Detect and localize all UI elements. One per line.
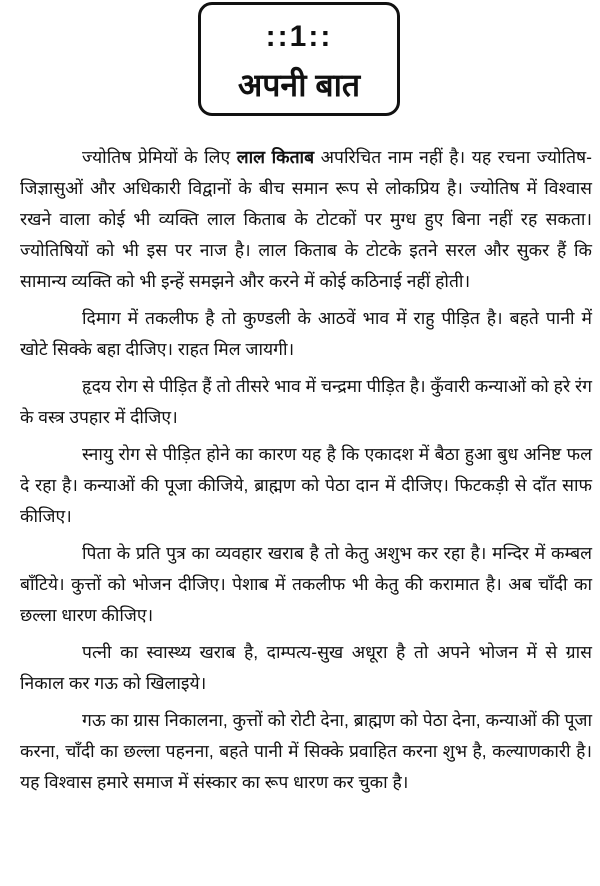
chapter-number: ::1::: [265, 20, 333, 53]
paragraph: [20, 142, 592, 297]
book-title-bold: लाल किताब: [236, 147, 315, 167]
paragraph: हृदय रोग से पीड़ित हैं तो तीसरे भाव में चन्द्रमा पीड़ित है। कुँवारी कन्याओं को हरे रंग के वस्त्र उपहार में दीजिए।: [20, 376, 592, 427]
paragraph: गऊ का ग्रास निकालना, कुत्तों को रोटी देना, ब्राह्मण को पेठा देना, कन्याओं की पूजा करना, चाँदी का छल्ला पहनना, बहते पानी में सिक्के प्रवाहित करना शुभ है, कल्याणकारी है। यह विश्वास हमारे समाज में संस्कार का रूप धारण कर चुका है।: [20, 710, 592, 792]
text-segment: अपरिचित नाम नहीं है। यह रचना ज्योतिष-जिज्ञासुओं और अधिकारी विद्वानों के बीच समान रूप से लोकप्रिय है। ज्योतिष में विश्वास रखने वाला कोई भी व्यक्ति लाल किताब के टोटकों पर मुग्ध हुए बिना नहीं रह सकता। ज्योतिषियों को भी इस पर नाज है। लाल किताब के टोटके इतने सरल और सुकर हैं कि सामान्य व्यक्ति को भी इन्हें समझने और करने में कोई कठिनाई नहीं होती।: [20, 147, 592, 291]
chapter-heading: अपनी बात: [237, 67, 361, 103]
paragraph: पिता के प्रति पुत्र का व्यवहार खराब है तो केतु अशुभ कर रहा है। मन्दिर में कम्बल बाँटिये। कुत्तों को भोजन दीजिए। पेशाब में तकलीफ भी केतु की करामात है। अब चाँदी का छल्ला धारण कीजिए।: [20, 543, 592, 625]
chapter-title-box: [198, 2, 400, 116]
paragraph: स्नायु रोग से पीड़ित होने का कारण यह है कि एकादश में बैठा हुआ बुध अनिष्ट फल दे रहा है। कन्याओं की पूजा कीजिये, ब्राह्मण को पेठा दान में दीजिए। फिटकड़ी से दाँत साफ कीजिए।: [20, 444, 592, 526]
body-text: [20, 142, 592, 804]
paragraph: पत्नी का स्वास्थ्य खराब है, दाम्पत्य-सुख अधूरा है तो अपने भोजन में से ग्रास निकाल कर गऊ को खिलाइये।: [20, 642, 592, 693]
text-segment: ज्योतिष प्रेमियों के लिए: [82, 147, 237, 167]
paragraph: दिमाग में तकलीफ है तो कुण्डली के आठवें भाव में राहु पीड़ित है। बहते पानी में खोटे सिक्के बहा दीजिए। राहत मिल जायगी।: [20, 308, 592, 359]
